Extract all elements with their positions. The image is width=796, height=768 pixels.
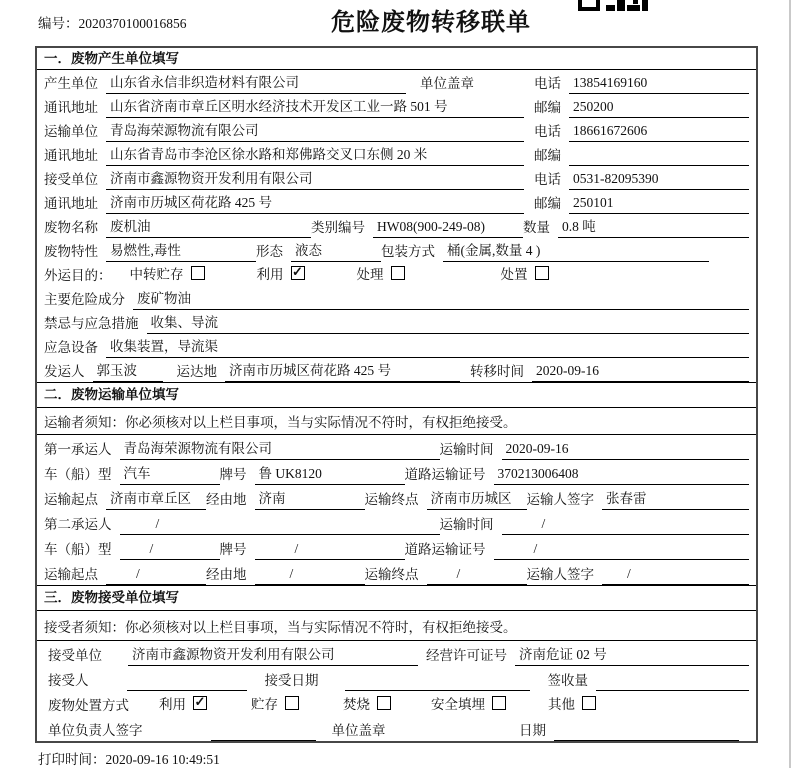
transporter-unit-value: 青岛海荣源物流有限公司 — [106, 119, 524, 142]
form-row — [37, 310, 756, 334]
dispose-checkbox — [501, 263, 549, 286]
via-label: 经由地 — [206, 492, 247, 507]
disposal-incinerate-checkbox-icon — [377, 696, 391, 710]
unit-seal2-label: 单位盖章 — [331, 723, 386, 738]
disposal-other-checkbox-icon — [582, 696, 596, 710]
first-carrier-value: 青岛海荣源物流有限公司 — [120, 437, 440, 460]
transporter-postcode-value — [569, 149, 749, 166]
carrier-sign-value: 张春雷 — [602, 487, 749, 510]
transport-date2-label: 运输时间 — [439, 517, 494, 532]
carrier-sign-label: 运输人签字 — [526, 492, 594, 507]
form-row — [37, 510, 756, 535]
received-qty-label: 签收量 — [547, 673, 588, 688]
form-row — [37, 214, 756, 238]
terminus-value: 济南市历城区 — [427, 487, 527, 510]
generator-phone-value: 13854169160 — [569, 75, 749, 94]
transfer-date-label: 转移时间 — [470, 364, 524, 379]
section-2 — [37, 382, 756, 585]
form-row — [37, 166, 756, 190]
carrier-sign2-label: 运输人签字 — [526, 567, 594, 582]
terminus-label: 运输终点 — [364, 492, 419, 507]
quantity-label: 数量 — [523, 220, 550, 235]
section-3-notice: 接受者须知：你必须核对以上栏目事项，当与实际情况不符时，有权拒绝接受。 — [44, 619, 517, 635]
plate-no2-label: 牌号 — [219, 542, 247, 557]
manifest-form-table — [35, 46, 758, 743]
form-row — [37, 641, 756, 666]
form-row — [37, 535, 756, 560]
generator-address-value: 山东省济南市章丘区明水经济技术开发区工业一路 501 号 — [106, 95, 524, 118]
transfer-purpose-label: 外运目的： — [44, 268, 112, 283]
doc-number-value: 2020370100016856 — [78, 16, 187, 31]
origin-value: 济南市章丘区 — [106, 487, 206, 510]
dispose-checkbox-icon — [535, 266, 549, 280]
accept-unit-value: 济南市鑫源物资开发利用有限公司 — [128, 643, 418, 666]
destination-label: 运达地 — [176, 364, 217, 379]
emergency-equipment-label: 应急设备 — [44, 340, 98, 355]
first-carrier-label: 第一承运人 — [44, 442, 112, 457]
road-permit-label: 道路运输证号 — [404, 467, 486, 482]
form-row — [37, 435, 756, 460]
section-2-notice: 运输者须知：你必须核对以上栏目事项，当与实际情况不符时，有权拒绝接受。 — [44, 415, 517, 430]
transporter-postcode-label: 邮编 — [534, 148, 561, 163]
second-carrier-value: / — [120, 516, 440, 535]
transfer-date-value: 2020-09-16 — [532, 363, 749, 382]
emergency-measures-label: 禁忌与应急措施 — [44, 316, 139, 331]
destination-value: 济南市历城区荷花路 425 号 — [225, 359, 460, 382]
accept-date-label: 接受日期 — [264, 673, 319, 688]
emergency-equipment-value: 收集装置，导流渠 — [106, 335, 749, 358]
doc-number-label: 编号： — [38, 16, 79, 31]
transporter-address-value: 山东省青岛市李沧区徐水路和郑佛路交叉口东侧 20 米 — [106, 143, 524, 166]
plate-no-label: 牌号 — [219, 467, 247, 482]
section-3-notice-row — [37, 611, 756, 641]
disposal-incinerate-checkbox — [343, 693, 391, 716]
responsible-sign-value — [211, 724, 316, 741]
receiver-address-value: 济南市历城区荷花路 425 号 — [106, 191, 524, 214]
waste-name-label: 废物名称 — [44, 220, 98, 235]
form-row — [37, 286, 756, 310]
carrier-sign2-value: / — [602, 566, 749, 585]
terminus2-value: / — [427, 566, 527, 585]
form-row — [37, 460, 756, 485]
license-value: 济南危证 02 号 — [515, 643, 749, 666]
acceptor-value — [127, 674, 247, 691]
form-row — [37, 70, 756, 94]
treat-checkbox — [357, 263, 405, 286]
generator-postcode-label: 邮编 — [534, 100, 561, 115]
disposal-other-checkbox-label: 其他 — [548, 697, 575, 712]
utilize-checkbox-label: 利用 — [256, 267, 284, 282]
receiver-phone-label: 电话 — [534, 172, 561, 187]
disposal-landfill-checkbox-icon — [492, 696, 506, 710]
waste-property-value: 易燃性,毒性 — [106, 239, 256, 262]
acceptor-label: 接受人 — [48, 673, 89, 688]
disposal-storage-checkbox-icon — [285, 696, 299, 710]
road-permit2-value: / — [494, 541, 750, 560]
disposal-utilize-checkbox-label: 利用 — [159, 697, 186, 712]
transport-date-label: 运输时间 — [439, 442, 494, 457]
generator-postcode-value: 250200 — [569, 99, 749, 118]
receiver-address-label: 通讯地址 — [44, 196, 98, 211]
emergency-measures-value: 收集、导流 — [147, 311, 750, 334]
transit-storage-checkbox — [130, 263, 205, 286]
origin2-label: 运输起点 — [44, 567, 98, 582]
disposal-other-checkbox — [548, 693, 596, 716]
page-edge-line — [789, 0, 791, 768]
road-permit2-label: 道路运输证号 — [404, 542, 486, 557]
waste-code-label: 类别编号 — [311, 220, 365, 235]
origin2-value: / — [106, 566, 206, 585]
transporter-phone-label: 电话 — [534, 124, 561, 139]
date-label: 日期 — [519, 723, 546, 738]
via-value: 济南 — [255, 487, 365, 510]
waste-name-value: 废机油 — [106, 215, 311, 238]
license-label: 经营许可证号 — [426, 648, 507, 663]
transporter-unit-label: 运输单位 — [44, 124, 98, 139]
terminus2-label: 运输终点 — [364, 567, 419, 582]
form-row — [37, 334, 756, 358]
road-permit-value: 370213006408 — [494, 466, 750, 485]
treat-checkbox-icon — [391, 266, 405, 280]
vehicle-type-label: 车（船）型 — [44, 467, 112, 482]
disposal-method-label: 废物处置方式 — [48, 698, 129, 713]
receiver-postcode-value: 250101 — [569, 195, 749, 214]
vehicle-type2-label: 车（船）型 — [44, 542, 112, 557]
form-row — [37, 485, 756, 510]
disposal-utilize-checkbox-checked-icon — [193, 696, 207, 710]
disposal-storage-checkbox — [251, 693, 299, 716]
vehicle-type-value: 汽车 — [120, 462, 220, 485]
transporter-address-label: 通讯地址 — [44, 148, 98, 163]
utilize-checkbox-checked-icon — [291, 266, 305, 280]
date-value — [554, 724, 739, 741]
form-row — [37, 666, 756, 691]
hazardous-component-label: 主要危险成分 — [44, 292, 125, 307]
vehicle-type2-value: / — [120, 541, 220, 560]
transit-storage-checkbox-icon — [191, 266, 205, 280]
generator-unit-label: 产生单位 — [44, 76, 98, 91]
quantity-value: 0.8 吨 — [558, 215, 749, 238]
plate-no-value: 鲁 UK8120 — [255, 462, 405, 485]
form-row — [37, 118, 756, 142]
form-row — [37, 238, 756, 262]
via2-value: / — [255, 566, 365, 585]
generator-address-label: 通讯地址 — [44, 100, 98, 115]
origin-label: 运输起点 — [44, 492, 98, 507]
disposal-storage-checkbox-label: 贮存 — [251, 697, 278, 712]
form-row — [37, 691, 756, 716]
receiver-phone-value: 0531-82095390 — [569, 171, 749, 190]
packaging-value: 桶(金属,数量 4 ) — [443, 239, 709, 262]
disposal-landfill-checkbox-label: 安全填埋 — [431, 697, 485, 712]
unit-seal-label: 单位盖章 — [420, 76, 474, 91]
packaging-label: 包装方式 — [381, 244, 435, 259]
dispose-checkbox-label: 处置 — [500, 267, 528, 282]
form-row — [37, 190, 756, 214]
print-time — [38, 748, 796, 768]
transporter-phone-value: 18661672606 — [569, 123, 749, 142]
consignor-label: 发运人 — [44, 364, 85, 379]
plate-no2-value: / — [255, 541, 405, 560]
transport-date-value: 2020-09-16 — [502, 441, 750, 460]
disposal-landfill-checkbox — [431, 693, 506, 716]
utilize-checkbox — [257, 263, 305, 286]
doc-number — [38, 12, 187, 32]
responsible-sign-label: 单位负责人签字 — [48, 723, 143, 738]
section-1-title: 一．废物产生单位填写 — [37, 48, 756, 70]
transit-storage-checkbox-label: 中转贮存 — [129, 267, 184, 282]
form-row — [37, 716, 756, 741]
section-1 — [37, 48, 756, 382]
form-state-value: 液态 — [291, 239, 381, 262]
qr-code-fragment — [578, 0, 648, 11]
print-time-label: 打印时间： — [38, 752, 106, 767]
waste-code-value: HW08(900-249-08) — [373, 219, 523, 238]
hazardous-component-value: 废矿物油 — [133, 287, 749, 310]
disposal-incinerate-checkbox-label: 焚烧 — [343, 697, 370, 712]
form-row — [37, 142, 756, 166]
treat-checkbox-label: 处理 — [356, 267, 384, 282]
form-row — [37, 358, 756, 382]
section-3-title: 三．废物接受单位填写 — [37, 586, 756, 611]
via2-label: 经由地 — [206, 567, 247, 582]
transport-date2-value: / — [502, 516, 750, 535]
waste-property-label: 废物特性 — [44, 244, 98, 259]
section-2-title: 二．废物运输单位填写 — [37, 383, 756, 408]
document-header — [0, 0, 796, 46]
doc-title: 危险废物转移联单 — [331, 10, 531, 36]
section-2-notice-row — [37, 408, 756, 435]
form-state-label: 形态 — [256, 244, 283, 259]
section-3 — [37, 585, 756, 741]
disposal-utilize-checkbox — [159, 693, 207, 716]
accept-date-value — [345, 674, 530, 691]
receiver-postcode-label: 邮编 — [534, 196, 561, 211]
form-row — [37, 560, 756, 585]
receiver-unit-value: 济南市鑫源物资开发利用有限公司 — [106, 167, 524, 190]
accept-unit-label: 接受单位 — [48, 648, 102, 663]
received-qty-value — [596, 674, 749, 691]
second-carrier-label: 第二承运人 — [44, 517, 112, 532]
print-time-value: 2020-09-16 10:49:51 — [105, 752, 220, 767]
generator-unit-value: 山东省永信非织造材料有限公司 — [106, 71, 406, 94]
generator-phone-label: 电话 — [534, 76, 561, 91]
consignor-value: 郭玉波 — [93, 359, 163, 382]
receiver-unit-label: 接受单位 — [44, 172, 98, 187]
form-row — [37, 262, 756, 286]
form-row — [37, 94, 756, 118]
